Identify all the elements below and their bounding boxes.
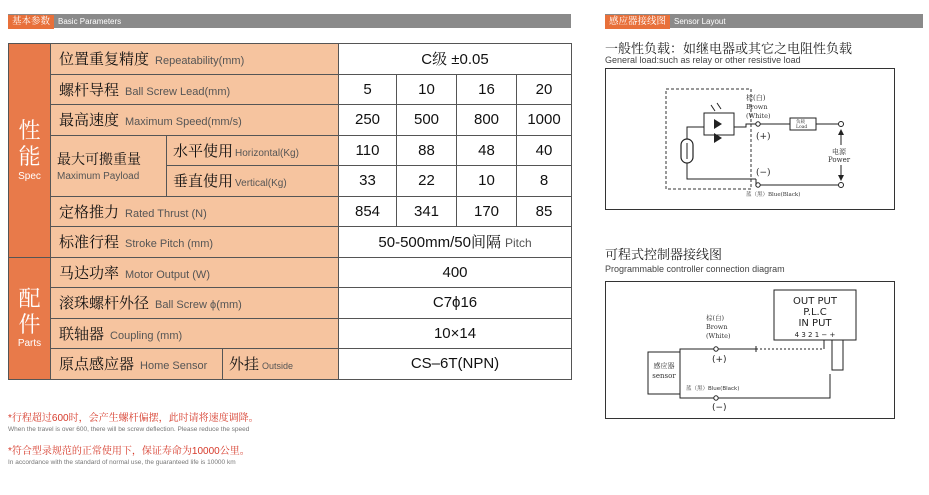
- basic-parameters-title-zh: 基本参数: [8, 15, 54, 29]
- value-cell: 10: [397, 74, 457, 105]
- label-outside: [223, 349, 339, 380]
- plus-label: (+): [712, 355, 727, 365]
- label-en: Ball Screw Lead(mm): [125, 85, 231, 98]
- table-row: [9, 196, 572, 227]
- table-row: [9, 257, 572, 288]
- group-parts-en: Parts: [17, 338, 42, 350]
- value-cell: 88: [397, 135, 457, 166]
- value-cell: 1000: [517, 105, 572, 136]
- value-ballscrew: C7ϕ16: [339, 288, 572, 319]
- value-cell: 33: [339, 166, 397, 197]
- value-cell: 250: [339, 105, 397, 136]
- group-parts-char2: 件: [18, 312, 41, 337]
- sensor-label-zh: 感应器: [653, 362, 675, 370]
- value-en: Pitch: [504, 236, 532, 251]
- diagram2-title: 可程式控制器接线图: [605, 248, 723, 263]
- value-cell: 854: [339, 196, 397, 227]
- label-zh: 垂直使用: [173, 173, 234, 191]
- label-en: Maximum Speed(mm/s): [125, 116, 242, 129]
- label-zh: 最大可搬重量: [57, 151, 141, 167]
- diagram1-subtitle: General load:such as relay or other resistive load: [605, 55, 801, 65]
- value-cell: 110: [339, 135, 397, 166]
- blue-label: 蓝（黑）Blue(Black): [686, 386, 740, 392]
- value-cell: 20: [517, 74, 572, 105]
- label-zh: 定格推力: [59, 203, 120, 221]
- terminal-minus: [714, 396, 718, 400]
- label-zh: 位置重复精度: [59, 51, 150, 69]
- plus-label: (+): [756, 132, 771, 142]
- value-text: 50-500mm/50间隔: [378, 234, 501, 252]
- value-cell: 40: [517, 135, 572, 166]
- diagram2-subtitle: Programmable controller connection diagram: [605, 264, 785, 274]
- label-zh: 水平使用: [173, 142, 234, 160]
- value-motor: 400: [339, 257, 572, 288]
- value-cell: 10: [457, 166, 517, 197]
- basic-parameters-header: [8, 14, 571, 28]
- label-payload: [51, 135, 167, 196]
- label-zh: 外挂: [229, 356, 260, 374]
- group-parts-char1: 配: [18, 285, 41, 311]
- label-en: Maximum Payload: [57, 171, 140, 182]
- brown-label-en: Brown: [746, 103, 768, 111]
- wire-blue: [680, 394, 714, 398]
- minus-label: (−): [712, 403, 727, 413]
- label-en: Vertical(Kg): [235, 178, 287, 190]
- load-label-en: Load: [796, 125, 808, 130]
- label-vertical: [167, 166, 339, 197]
- white-label-en: (White): [746, 112, 771, 120]
- label-en: Ball Screw ϕ(mm): [155, 299, 242, 312]
- group-spec-en: Spec: [18, 170, 41, 182]
- table-row: [9, 135, 572, 166]
- value-cell: 800: [457, 105, 517, 136]
- label-en: Repeatability(mm): [155, 55, 245, 68]
- label-stroke: [51, 227, 339, 258]
- value-coupling: 10×14: [339, 318, 572, 349]
- wire-brown: [734, 124, 756, 127]
- value-cell: 170: [457, 196, 517, 227]
- label-zh: 标准行程: [59, 234, 120, 252]
- label-zh: 滚珠螺杆外径: [59, 295, 150, 313]
- brown-label-en: Brown: [706, 323, 728, 331]
- power-terminal-minus: [839, 183, 844, 188]
- table-row: [9, 349, 572, 380]
- sensor-label-en: sensor: [652, 372, 676, 380]
- plc-label: P.L.C: [803, 307, 827, 318]
- label-motor: [51, 257, 339, 288]
- sensor-layout-title-zh: 感应器接线图: [605, 15, 670, 29]
- value-cell: 16: [457, 74, 517, 105]
- table-row: [9, 44, 572, 75]
- wire: [687, 127, 704, 139]
- led-ray: [711, 105, 715, 111]
- label-zh: 联轴器: [59, 325, 105, 343]
- value-cell: 5: [339, 74, 397, 105]
- label-en: Stroke Pitch (mm): [125, 238, 214, 251]
- blue-label: 蓝（黑）Blue(Black): [746, 192, 801, 198]
- power-terminal-plus: [839, 122, 844, 127]
- plc-pins: 4 3 2 1 − +: [794, 331, 836, 339]
- label-en: Home Sensor: [140, 360, 208, 373]
- diagram2-box: [605, 281, 895, 419]
- brown-label-zh: 棕(白): [706, 314, 725, 322]
- label-repeatability: [51, 44, 339, 75]
- label-en: Horizontal(Kg): [235, 147, 299, 159]
- label-ballscrew: [51, 288, 339, 319]
- group-parts: [9, 257, 51, 379]
- label-zh: 原点感应器: [59, 356, 135, 374]
- wire-loop: [832, 340, 843, 370]
- value-cell: 85: [517, 196, 572, 227]
- label-en: Rated Thrust (N): [125, 207, 207, 220]
- led-ray: [717, 103, 721, 109]
- sensor-dashed-box: [666, 89, 751, 189]
- power-label-zh: 电源: [832, 148, 846, 156]
- wire-brown: [680, 349, 714, 352]
- table-row: [9, 318, 572, 349]
- plc-input-label: IN PUT: [798, 318, 832, 329]
- table-row: [9, 288, 572, 319]
- minus-label: (−): [756, 168, 771, 178]
- label-lead: [51, 74, 339, 105]
- label-en: Outside: [262, 361, 294, 372]
- value-home-sensor: CS–6T(NPN): [339, 349, 572, 380]
- label-horizontal: [167, 135, 339, 166]
- diagram1-box: [605, 68, 895, 210]
- basic-parameters-title-en: Basic Parameters: [58, 17, 122, 26]
- sensor-layout-title-en: Sensor Layout: [674, 17, 726, 26]
- group-spec: [9, 44, 51, 258]
- group-spec-char1: 性: [18, 117, 41, 143]
- plc-output-label: OUT PUT: [793, 296, 837, 307]
- label-thrust: [51, 196, 339, 227]
- value-cell: 8: [517, 166, 572, 197]
- table-row: [9, 227, 572, 258]
- brown-label-zh: 棕(白): [746, 94, 766, 102]
- diagram1-title: 一般性负载：如继电器或其它之电阻性负载: [605, 42, 853, 57]
- note-2-en: In accordance with the standard of normal use, the guaranteed life is 10000 km: [8, 459, 236, 466]
- label-en: Motor Output (W): [125, 268, 210, 281]
- white-label-en: (White): [706, 332, 731, 340]
- led-icon: [714, 119, 722, 129]
- value-repeatability: C级 ±0.05: [339, 44, 572, 75]
- value-cell: 341: [397, 196, 457, 227]
- load-label-zh: 负载: [796, 120, 805, 125]
- diagram1-schematic: [606, 69, 896, 211]
- label-zh: 最高速度: [59, 112, 120, 130]
- label-zh: 马达功率: [59, 264, 120, 282]
- diagram2-schematic: [606, 282, 896, 420]
- value-cell: 22: [397, 166, 457, 197]
- note-2-zh: *符合型录规范的正常使用下，保证寿命为10000公里。: [8, 446, 250, 457]
- arrow-down-icon: [838, 175, 844, 181]
- sensor-layout-header: [605, 14, 923, 28]
- note-1-en: When the travel is over 600, there will be screw deflection. Please reduce the speed: [8, 426, 250, 433]
- terminal-plus: [714, 347, 718, 351]
- value-cell: 500: [397, 105, 457, 136]
- label-home-sensor: [51, 349, 223, 380]
- label-en: Coupling (mm): [110, 329, 183, 342]
- spec-table: [8, 43, 572, 380]
- wire: [687, 163, 756, 179]
- power-label-en: Power: [828, 156, 851, 164]
- group-spec-char2: 能: [18, 144, 41, 170]
- label-speed: [51, 105, 339, 136]
- table-row: [9, 74, 572, 105]
- label-coupling: [51, 318, 339, 349]
- arrow-up-icon: [838, 129, 844, 135]
- note-1-zh: *行程超过600时，会产生螺杆偏摆，此时请将速度调降。: [8, 413, 259, 424]
- table-row: [9, 105, 572, 136]
- label-zh: 螺杆导程: [59, 81, 120, 99]
- terminal-plus: [756, 122, 760, 126]
- value-cell: 48: [457, 135, 517, 166]
- value-stroke: [339, 227, 572, 258]
